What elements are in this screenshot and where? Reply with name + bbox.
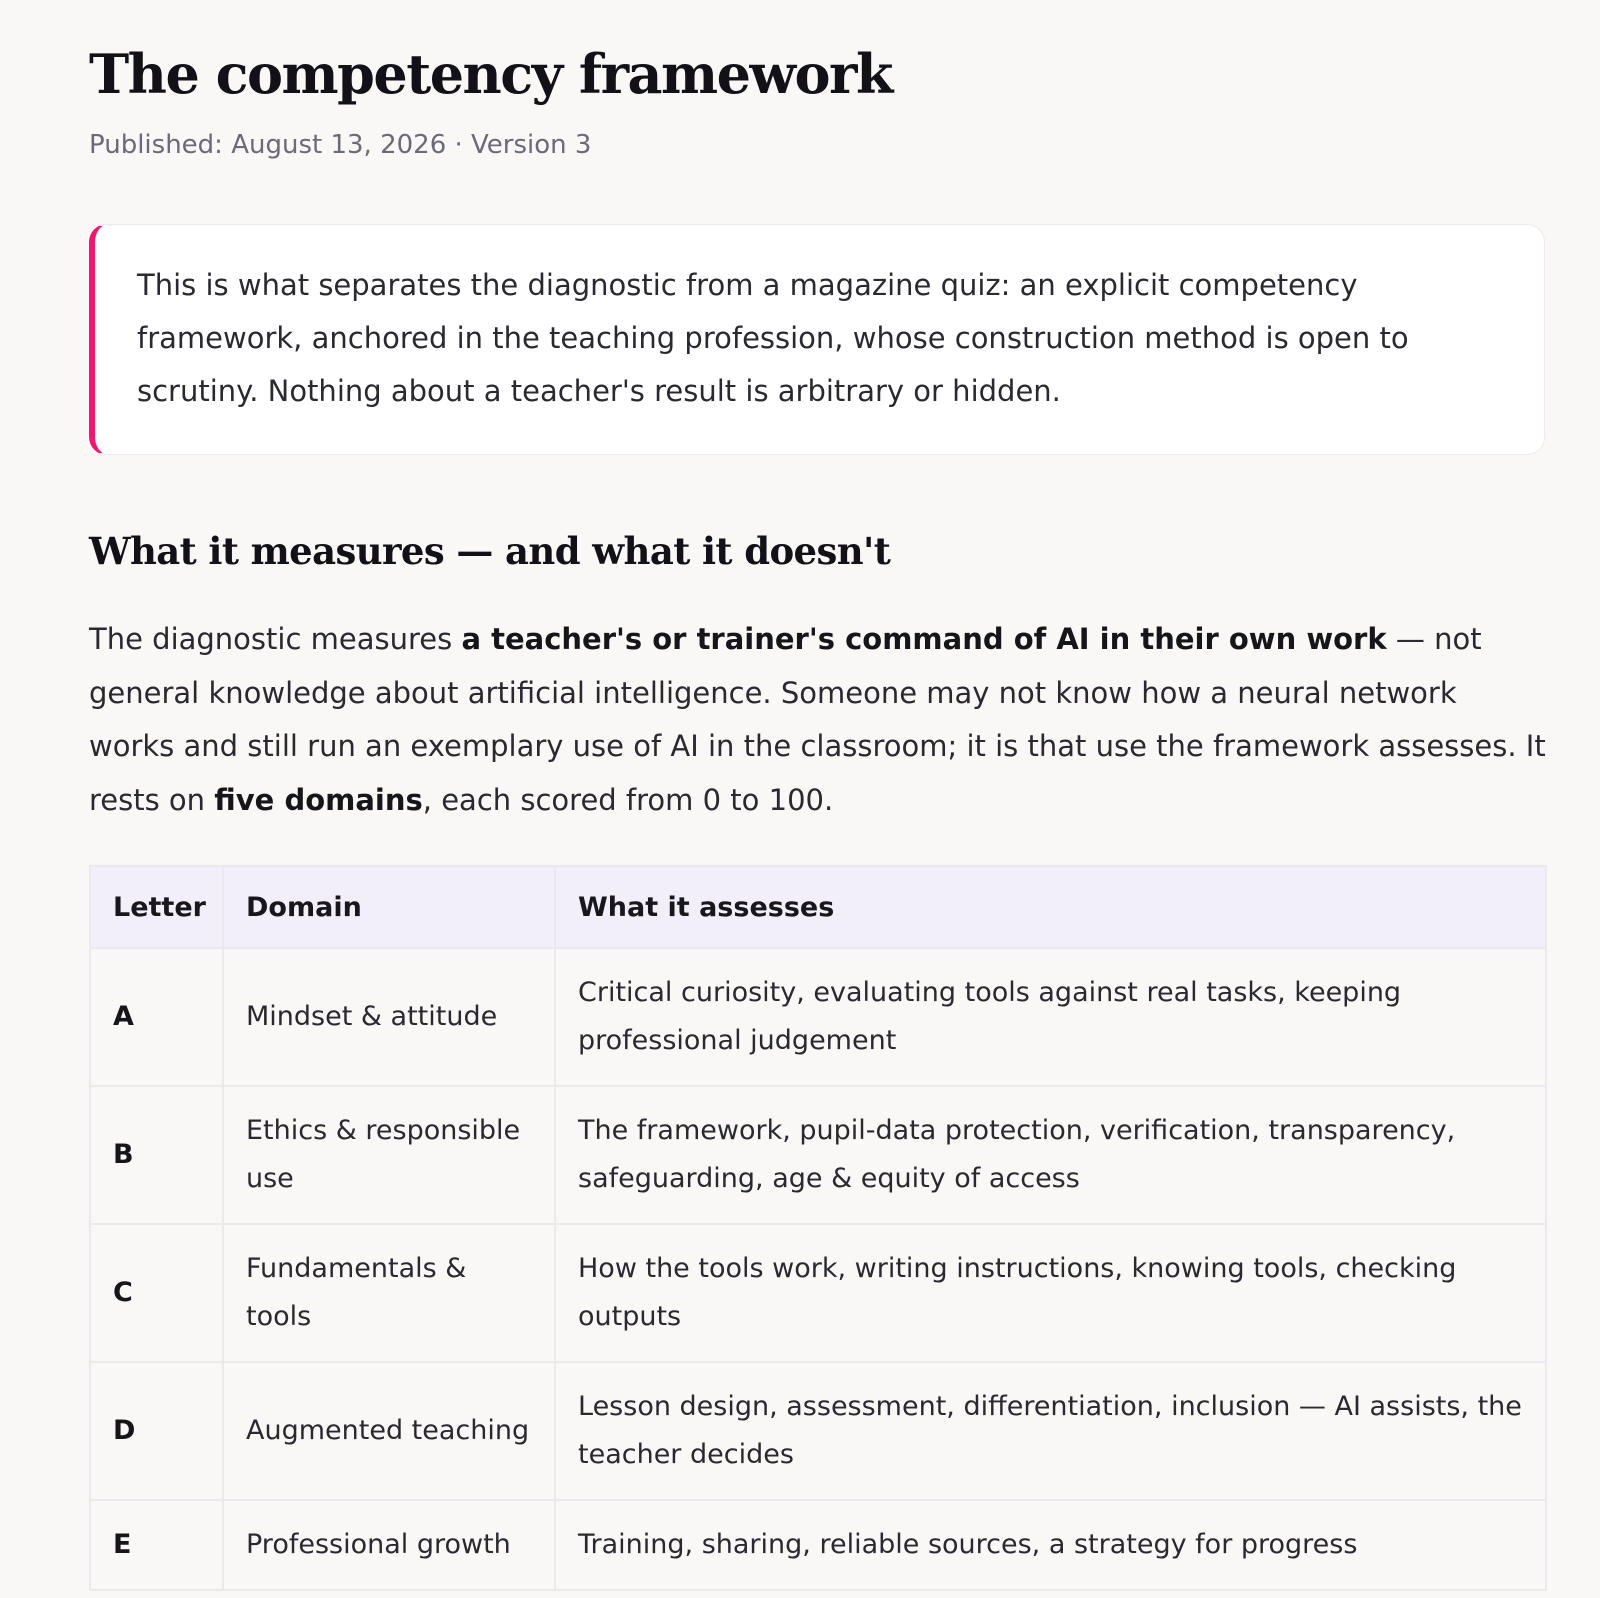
table-row xyxy=(90,1224,1546,1362)
column-header-domain: Domain xyxy=(223,866,555,948)
section-lead-paragraph xyxy=(89,613,1549,827)
lead-text-2: — not general knowledge about artificial intelligence. Someone may not know how a neural network works and still run an exemplary use of AI in the classroom; it is that use the framework assesses. It rests on xyxy=(89,622,1546,817)
domains-table xyxy=(89,865,1547,1591)
row-assesses: Critical curiosity, evaluating tools against real tasks, keeping professional judgement xyxy=(555,948,1546,1086)
lead-text-3: , each scored from 0 to 100. xyxy=(422,782,834,817)
section-heading: What it measures — and what it doesn't xyxy=(89,529,891,573)
row-letter: C xyxy=(90,1224,223,1362)
callout-text: This is what separates the diagnostic from a magazine quiz: an explicit competency framework, anchored in the teaching profession, whose construction method is open to scrutiny. Nothing about a teacher's result is arbitrary or hidden. xyxy=(137,268,1409,408)
lead-text-1: The diagnostic measures xyxy=(89,622,462,656)
row-domain: Ethics & responsible use xyxy=(223,1086,555,1224)
lead-emphasis-2: five domains xyxy=(214,782,423,817)
row-assesses: Lesson design, assessment, differentiation, inclusion — AI assists, the teacher decides xyxy=(555,1362,1546,1500)
row-letter: E xyxy=(90,1500,223,1590)
intro-callout xyxy=(89,224,1545,455)
column-header-letter: Letter xyxy=(90,866,223,948)
publish-meta: Published: August 13, 2026 · Version 3 xyxy=(89,130,592,160)
table-row xyxy=(90,948,1546,1086)
table-header-row xyxy=(90,866,1546,948)
page-title: The competency framework xyxy=(89,42,892,106)
table-row xyxy=(90,1362,1546,1500)
row-assesses: How the tools work, writing instructions, knowing tools, checking outputs xyxy=(555,1224,1546,1362)
row-domain: Fundamentals & tools xyxy=(223,1224,555,1362)
column-header-assesses: What it assesses xyxy=(555,866,1546,948)
table-row xyxy=(90,1500,1546,1590)
row-assesses: The framework, pupil-data protection, verification, transparency, safeguarding, age & equity of access xyxy=(555,1086,1546,1224)
lead-emphasis-1: a teacher's or trainer's command of AI in their own work xyxy=(461,622,1387,656)
table-row xyxy=(90,1086,1546,1224)
row-letter: D xyxy=(90,1362,223,1500)
row-domain: Professional growth xyxy=(223,1500,555,1590)
row-letter: B xyxy=(90,1086,223,1224)
row-assesses: Training, sharing, reliable sources, a strategy for progress xyxy=(555,1500,1546,1590)
row-domain: Mindset & attitude xyxy=(223,948,555,1086)
row-letter: A xyxy=(90,948,223,1086)
row-domain: Augmented teaching xyxy=(223,1362,555,1500)
